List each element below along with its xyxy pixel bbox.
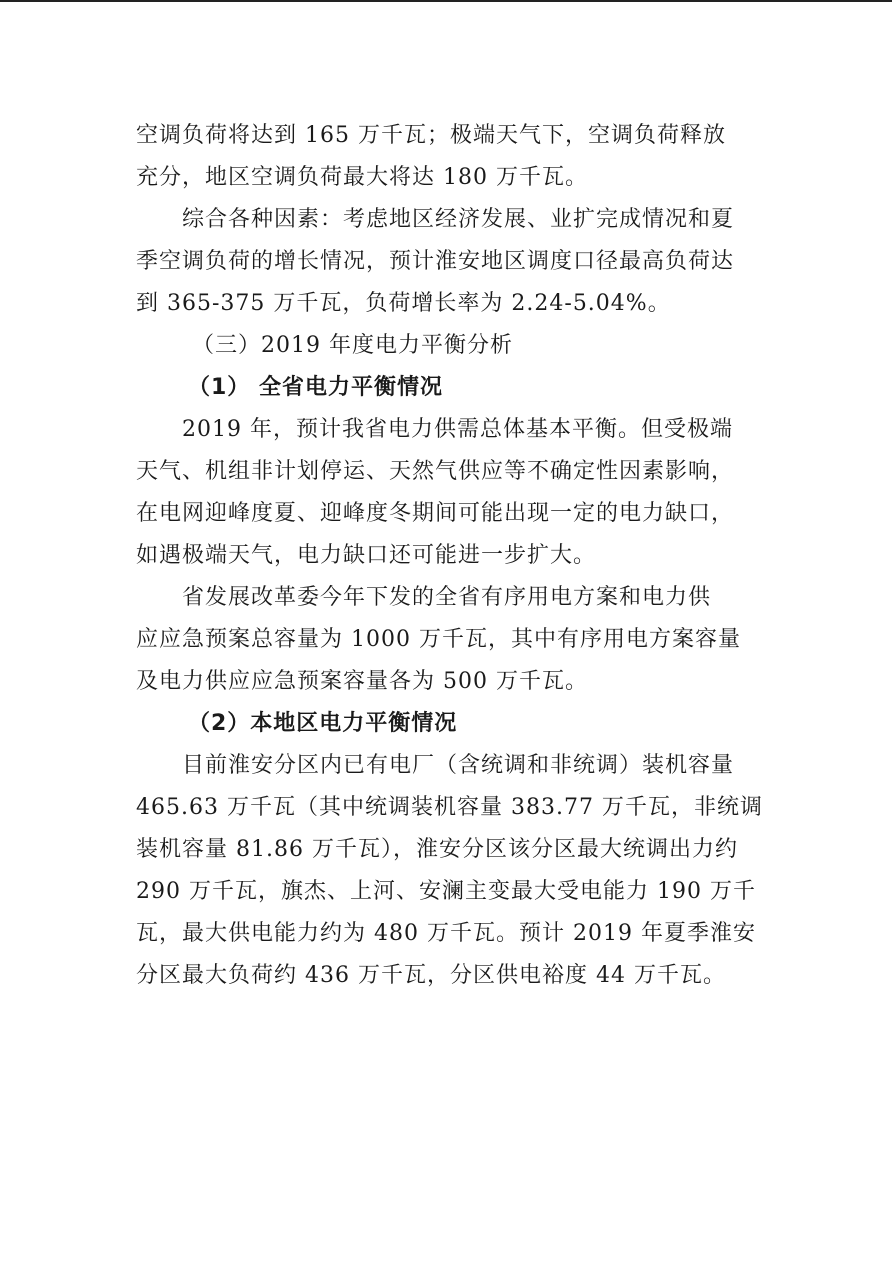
paragraph-province-supply-demand (136, 409, 751, 577)
text-line: 天气、机组非计划停运、天然气供应等不确定性因素影响， (136, 459, 735, 484)
text-line: 瓦，最大供电能力约为 480 万千瓦。预计 2019 年夏季淮安 (136, 921, 756, 946)
paragraph-orderly-power-plan (136, 577, 751, 703)
text-line: 到 365-375 万千瓦，负荷增长率为 2.24-5.04%。 (136, 291, 671, 316)
section-heading-power-balance-2019: （三）2019 年度电力平衡分析 (192, 333, 513, 358)
text-line: 290 万千瓦，旗杰、上河、安澜主变最大受电能力 190 万千 (136, 879, 756, 904)
paragraph-comprehensive-factors (136, 199, 751, 325)
text-line: 465.63 万千瓦（其中统调装机容量 383.77 万千瓦，非统调 (136, 795, 763, 820)
text-line: 2019 年，预计我省电力供需总体基本平衡。但受极端 (182, 417, 733, 442)
subheading-province-power-balance: （1） 全省电力平衡情况 (188, 375, 443, 400)
text-line: 装机容量 81.86 万千瓦），淮安分区该分区最大统调出力约 (136, 837, 738, 862)
subheading-local-power-balance: （2）本地区电力平衡情况 (188, 711, 458, 736)
text-line: 分区最大负荷约 436 万千瓦，分区供电裕度 44 万千瓦。 (136, 963, 726, 988)
paragraph-huaian-capacity (136, 745, 763, 997)
text-line: 空调负荷将达到 165 万千瓦；极端天气下，空调负荷释放 (136, 123, 726, 148)
text-line: 如遇极端天气，电力缺口还可能进一步扩大。 (136, 543, 597, 568)
text-line: 在电网迎峰度夏、迎峰度冬期间可能出现一定的电力缺口， (136, 501, 735, 526)
text-line: 应应急预案总容量为 1000 万千瓦，其中有序用电方案容量 (136, 627, 741, 652)
text-line: 季空调负荷的增长情况，预计淮安地区调度口径最高负荷达 (136, 249, 735, 274)
text-line: 综合各种因素：考虑地区经济发展、业扩完成情况和夏 (182, 207, 735, 232)
page-top-border (0, 0, 892, 2)
paragraph-air-conditioning-load (136, 115, 751, 199)
text-line: 及电力供应应急预案容量各为 500 万千瓦。 (136, 669, 588, 694)
text-line: 充分，地区空调负荷最大将达 180 万千瓦。 (136, 165, 588, 190)
text-line: 目前淮安分区内已有电厂（含统调和非统调）装机容量 (182, 753, 735, 778)
document-page (136, 115, 763, 997)
text-line: 省发展改革委今年下发的全省有序用电方案和电力供 (182, 585, 712, 610)
